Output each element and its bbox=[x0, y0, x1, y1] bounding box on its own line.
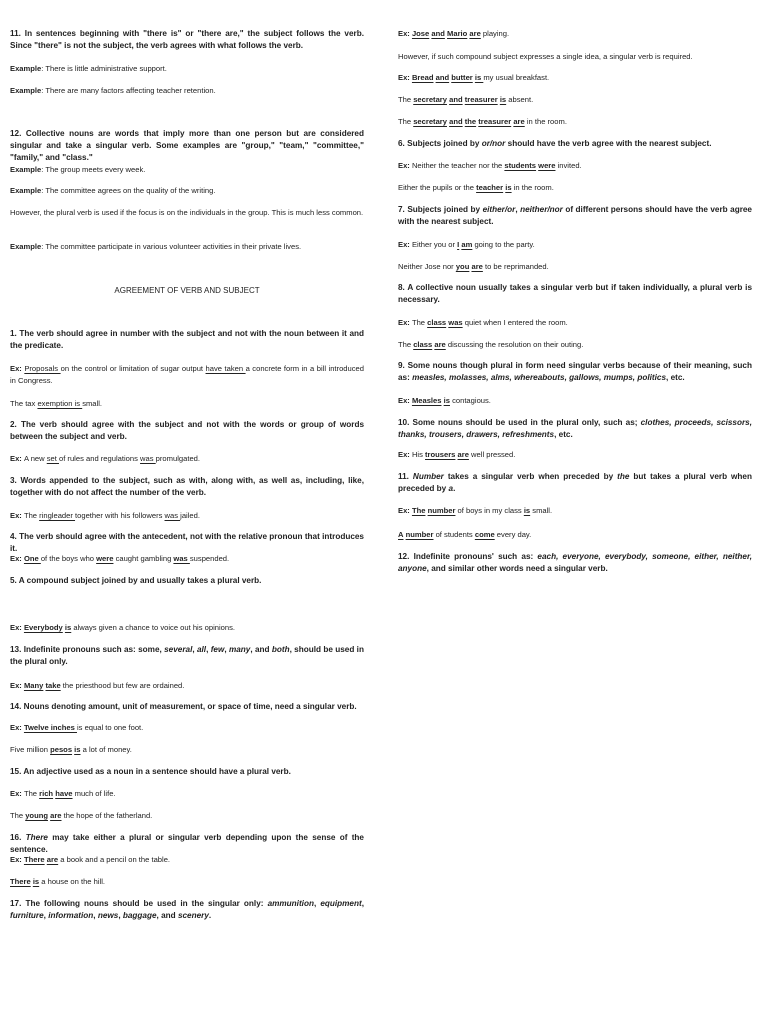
text-run: a concrete form in a bill introduced in Congress. bbox=[10, 364, 364, 385]
text-run: Ex: bbox=[10, 855, 24, 864]
text-run: : There are many factors affecting teacher retention. bbox=[41, 86, 216, 95]
text-run: promulgated. bbox=[155, 454, 200, 463]
right-paragraph-5 bbox=[398, 138, 752, 150]
underlined-term: were bbox=[96, 554, 114, 563]
underlined-term: young bbox=[25, 811, 48, 820]
text-run: ammunition bbox=[267, 899, 314, 908]
underlined-term: is bbox=[64, 623, 72, 632]
text-run: The bbox=[398, 95, 414, 104]
text-run: , and bbox=[250, 645, 272, 654]
text-run: Ex: bbox=[398, 506, 412, 515]
text-run: in the room. bbox=[511, 183, 554, 192]
text-run: scenery bbox=[177, 911, 209, 920]
underlined-term: students bbox=[504, 161, 537, 170]
text-run: Ex: bbox=[398, 240, 412, 249]
text-run: Ex: bbox=[398, 73, 412, 82]
underlined-term: are bbox=[50, 811, 62, 820]
left-paragraph-22 bbox=[10, 701, 364, 713]
underlined-term: Measles bbox=[411, 396, 442, 405]
text-run: Ex: bbox=[10, 554, 24, 563]
text-run: of students bbox=[433, 530, 475, 539]
underlined-term: is bbox=[443, 396, 450, 405]
text-run: caught gambling bbox=[113, 554, 174, 563]
text-run: 4. The verb should agree with the antecedent, not with the relative pronoun that introduces it. bbox=[10, 532, 364, 553]
text-run: equipment bbox=[320, 899, 362, 908]
text-run: 5. A compound subject joined by and usually takes a plural verb. bbox=[10, 576, 262, 585]
text-run: news bbox=[97, 911, 119, 920]
right-paragraph-11 bbox=[398, 282, 752, 306]
left-paragraph-23 bbox=[10, 722, 364, 734]
text-run: : The group meets every week. bbox=[41, 165, 146, 174]
text-run: always given a chance to voice out his opinions. bbox=[71, 623, 236, 632]
underlined-term: number bbox=[405, 530, 434, 539]
underlined-term: class bbox=[413, 340, 433, 349]
underlined-term: Bread bbox=[411, 73, 434, 82]
text-run: , bbox=[118, 911, 123, 920]
underlined-term: was bbox=[173, 554, 190, 563]
text-run: quiet when I entered the room. bbox=[462, 318, 568, 327]
left-paragraph-13 bbox=[10, 453, 364, 465]
underlined-term: was bbox=[140, 454, 156, 463]
text-run: Number bbox=[412, 472, 444, 481]
text-run: 1. The verb should agree in number with the subject and not with the noun between it and the predicate. bbox=[10, 329, 364, 350]
right-paragraph-4 bbox=[398, 116, 752, 128]
right-paragraph-13 bbox=[398, 339, 752, 351]
underlined-term: One bbox=[23, 554, 41, 563]
underlined-term: Jose bbox=[411, 29, 430, 38]
underlined-term: are bbox=[434, 340, 446, 349]
text-run: Example bbox=[10, 242, 42, 251]
text-run: Ex: bbox=[10, 789, 24, 798]
text-run: together with his followers bbox=[75, 511, 165, 520]
underlined-term: set bbox=[46, 454, 59, 463]
underlined-term: have bbox=[55, 789, 73, 798]
text-run: Example bbox=[10, 165, 42, 174]
text-run: going to the party. bbox=[472, 240, 535, 249]
text-run: Ex: bbox=[10, 681, 24, 690]
text-run: 15. An adjective used as a noun in a sentence should have a plural verb. bbox=[10, 767, 291, 776]
left-paragraph-11 bbox=[10, 398, 364, 410]
underlined-term: exemption is bbox=[37, 399, 83, 408]
text-run: the priesthood but few are ordained. bbox=[60, 681, 185, 690]
text-run: clothes, proceeds, scissors, thanks, trousers, drawers, refreshments bbox=[398, 418, 752, 439]
underlined-term: number bbox=[427, 506, 456, 515]
text-run: the hope of the fatherland. bbox=[61, 811, 153, 820]
underlined-term: were bbox=[538, 161, 556, 170]
text-run: small. bbox=[530, 506, 553, 515]
text-run: 6. Subjects joined by bbox=[398, 139, 482, 148]
left-paragraph-12 bbox=[10, 419, 364, 443]
text-run: 10. Some nouns should be used in the plural only, such as; bbox=[398, 418, 641, 427]
text-run: Neither Jose nor bbox=[398, 262, 456, 271]
text-run: The tax bbox=[10, 399, 38, 408]
text-run: , bbox=[192, 645, 197, 654]
underlined-term: am bbox=[461, 240, 473, 249]
text-run: 16. bbox=[10, 833, 26, 842]
underlined-term: rich bbox=[39, 789, 54, 798]
text-run: . bbox=[208, 911, 212, 920]
text-run: Ex: bbox=[398, 318, 412, 327]
underlined-term: and bbox=[431, 29, 445, 38]
text-run: Ex: bbox=[10, 364, 25, 373]
text-run: each, everyone, everybody, someone, either, neither, anyone bbox=[398, 552, 752, 573]
text-run: 9. Some nouns though plural in form need singular verbs because of their meaning, such as: bbox=[398, 361, 752, 382]
underlined-term: butter bbox=[451, 73, 473, 82]
text-run: every day. bbox=[494, 530, 532, 539]
underlined-term: is bbox=[505, 183, 512, 192]
left-paragraph-28 bbox=[10, 832, 364, 856]
left-paragraph-10 bbox=[10, 363, 364, 387]
text-run: The bbox=[10, 811, 26, 820]
underlined-term: Mario bbox=[447, 29, 468, 38]
left-paragraph-4 bbox=[10, 164, 364, 176]
underlined-term: ringleader bbox=[39, 511, 76, 520]
underlined-term: secretary bbox=[413, 95, 447, 104]
right-paragraph-17 bbox=[398, 449, 752, 461]
text-run: 11. bbox=[398, 472, 413, 481]
left-paragraph-3 bbox=[10, 128, 364, 164]
text-run: 17. The following nouns should be used in the singular only: bbox=[10, 899, 268, 908]
text-run: much of life. bbox=[72, 789, 116, 798]
left-paragraph-5 bbox=[10, 185, 364, 197]
right-paragraph-12 bbox=[398, 317, 752, 329]
right-paragraph-9 bbox=[398, 239, 752, 251]
text-run: is equal to one foot. bbox=[76, 723, 144, 732]
text-run: , bbox=[43, 911, 49, 920]
left-paragraph-7 bbox=[10, 241, 364, 253]
text-run: several bbox=[164, 645, 193, 654]
text-run: , bbox=[313, 899, 321, 908]
left-paragraph-1 bbox=[10, 63, 364, 75]
text-run: in the room. bbox=[524, 117, 567, 126]
left-paragraph-26 bbox=[10, 788, 364, 800]
text-run: many bbox=[228, 645, 251, 654]
text-run: , bbox=[361, 899, 364, 908]
text-run: suspended. bbox=[189, 554, 230, 563]
underlined-term: secretary bbox=[413, 117, 447, 126]
text-run: invited. bbox=[555, 161, 582, 170]
text-run: should have the verb agree with the nearest subject. bbox=[505, 139, 712, 148]
underlined-term: have taken bbox=[205, 364, 246, 373]
underlined-term: treasurer bbox=[464, 95, 498, 104]
text-run: The bbox=[411, 318, 428, 327]
text-run: . bbox=[453, 484, 456, 493]
underlined-term: The bbox=[411, 506, 426, 515]
underlined-term: is bbox=[74, 745, 81, 754]
text-run: a house on the hill. bbox=[39, 877, 106, 886]
text-run: a lot of money. bbox=[80, 745, 132, 754]
right-paragraph-16 bbox=[398, 417, 752, 441]
text-run: 13. Indefinite pronouns such as: some, bbox=[10, 645, 165, 654]
text-run: contagious. bbox=[449, 396, 491, 405]
underlined-term: come bbox=[474, 530, 495, 539]
text-run: The bbox=[398, 117, 414, 126]
text-run: my usual breakfast. bbox=[483, 73, 550, 82]
text-run: However, the plural verb is used if the focus is on the individuals in the group. This is much less common. bbox=[10, 208, 364, 217]
underlined-term: was bbox=[448, 318, 463, 327]
underlined-term: class bbox=[427, 318, 447, 327]
text-run: or/nor bbox=[481, 139, 506, 148]
text-run: , and bbox=[156, 911, 178, 920]
left-paragraph-16 bbox=[10, 531, 364, 555]
left-paragraph-14 bbox=[10, 475, 364, 499]
left-paragraph-2 bbox=[10, 85, 364, 97]
text-run: Ex: bbox=[10, 623, 24, 632]
underlined-term: is bbox=[32, 877, 40, 886]
text-run: small. bbox=[82, 399, 103, 408]
text-run: 11. In sentences beginning with "there is" or "there are," the subject follows the verb. Since "there" is not the subject, the verb agrees with what follows the verb. bbox=[10, 29, 364, 50]
underlined-term: and bbox=[449, 117, 463, 126]
text-run: few bbox=[210, 645, 225, 654]
right-paragraph-3 bbox=[398, 94, 752, 106]
underlined-term: I bbox=[457, 240, 460, 249]
underlined-term: is bbox=[474, 73, 484, 82]
underlined-term: There bbox=[10, 877, 31, 886]
text-run: 7. Subjects joined by bbox=[398, 205, 483, 214]
underlined-term: you bbox=[455, 262, 470, 271]
right-paragraph-0 bbox=[398, 28, 752, 40]
left-paragraph-25 bbox=[10, 766, 364, 778]
left-paragraph-9 bbox=[10, 328, 364, 352]
left-paragraph-19 bbox=[10, 622, 364, 634]
text-run: Ex: bbox=[398, 29, 412, 38]
text-run: Example bbox=[10, 64, 42, 73]
text-run: The bbox=[398, 340, 414, 349]
text-run: both bbox=[271, 645, 290, 654]
left-paragraph-0 bbox=[10, 28, 364, 52]
text-run: AGREEMENT OF VERB AND SUBJECT bbox=[114, 286, 260, 295]
underlined-term: and bbox=[435, 73, 450, 82]
text-run: 14. Nouns denoting amount, unit of measurement, or space of time, need a singular verb. bbox=[10, 702, 357, 711]
text-run: 3. Words appended to the subject, such as with, along with, as well as, including, like, together with do not affect the number of the verb. bbox=[10, 476, 364, 497]
left-paragraph-8 bbox=[10, 285, 364, 297]
text-run: , bbox=[224, 645, 229, 654]
text-run: Ex: bbox=[398, 450, 412, 459]
text-run: His bbox=[411, 450, 426, 459]
text-run: furniture bbox=[10, 911, 44, 920]
underlined-term: pesos bbox=[50, 745, 73, 754]
text-run: However, if such compound subject expresses a single idea, a singular verb is required. bbox=[398, 52, 693, 61]
text-run: , should be used in the plural only. bbox=[10, 645, 364, 666]
text-run: , and similar other words need a singular verb. bbox=[426, 564, 608, 573]
text-run: : The committee agrees on the quality of the writing. bbox=[41, 186, 216, 195]
underlined-term: are bbox=[471, 262, 483, 271]
right-paragraph-21 bbox=[398, 551, 752, 575]
underlined-term: and bbox=[449, 95, 463, 104]
underlined-term: Proposals bbox=[24, 364, 61, 373]
underlined-term: are bbox=[469, 29, 481, 38]
right-paragraph-7 bbox=[398, 182, 752, 194]
right-paragraph-19 bbox=[398, 505, 752, 517]
text-run: on the control or limitation of sugar output bbox=[60, 364, 206, 373]
left-paragraph-31 bbox=[10, 898, 364, 922]
underlined-term: Twelve inches bbox=[23, 723, 77, 732]
left-paragraph-29 bbox=[10, 854, 364, 866]
left-paragraph-18 bbox=[10, 575, 364, 587]
underlined-term: teacher bbox=[476, 183, 504, 192]
text-run: Ex: bbox=[10, 511, 24, 520]
underlined-term: the bbox=[464, 117, 477, 126]
text-run: The bbox=[23, 789, 40, 798]
left-paragraph-24 bbox=[10, 744, 364, 756]
text-run: a book and a pencil on the table. bbox=[58, 855, 171, 864]
right-paragraph-8 bbox=[398, 204, 752, 228]
text-run: Ex: bbox=[398, 396, 412, 405]
text-run: Ex: bbox=[398, 161, 412, 170]
underlined-term: are bbox=[457, 450, 469, 459]
text-run: all bbox=[196, 645, 207, 654]
text-run: 8. A collective noun usually takes a singular verb but if taken individually, a plural verb is necessary. bbox=[398, 283, 752, 304]
text-run: : The committee participate in various volunteer activities in their private lives. bbox=[41, 242, 302, 251]
text-run: may take either a plural or singular verb depending upon the sense of the sentence. bbox=[10, 833, 364, 854]
text-run: of different persons should have the verb agree with the nearest subject. bbox=[398, 205, 752, 226]
underlined-term: Many bbox=[23, 681, 44, 690]
text-run: of rules and regulations bbox=[58, 454, 141, 463]
text-run: takes a singular verb when preceded by bbox=[443, 472, 618, 481]
text-run: 12. Indefinite pronouns' such as: bbox=[398, 552, 538, 561]
left-paragraph-20 bbox=[10, 644, 364, 668]
left-paragraph-17 bbox=[10, 553, 364, 565]
left-paragraph-15 bbox=[10, 510, 364, 522]
text-run: playing. bbox=[480, 29, 510, 38]
text-run: well pressed. bbox=[468, 450, 516, 459]
underlined-term: are bbox=[46, 855, 59, 864]
text-run: , etc. bbox=[554, 430, 573, 439]
underlined-term: take bbox=[45, 681, 61, 690]
text-run: , etc. bbox=[666, 373, 685, 382]
text-run: Ex: bbox=[10, 723, 24, 732]
text-run: There bbox=[25, 833, 48, 842]
underlined-term: was bbox=[164, 511, 181, 520]
underlined-term: Everybody bbox=[23, 623, 63, 632]
right-paragraph-10 bbox=[398, 261, 752, 273]
text-run: , bbox=[206, 645, 211, 654]
text-run: jailed. bbox=[180, 511, 200, 520]
underlined-term: are bbox=[513, 117, 525, 126]
underlined-term: trousers bbox=[425, 450, 456, 459]
right-paragraph-14 bbox=[398, 360, 752, 384]
text-run: : There is little administrative support. bbox=[41, 64, 167, 73]
text-run: 2. The verb should agree with the subject and not with the words or group of words between the subject and verb. bbox=[10, 420, 364, 441]
text-run: Neither the teacher nor the bbox=[411, 161, 505, 170]
left-paragraph-27 bbox=[10, 810, 364, 822]
right-paragraph-2 bbox=[398, 72, 752, 84]
right-paragraph-1 bbox=[398, 51, 752, 63]
right-paragraph-20 bbox=[398, 529, 752, 541]
text-run: a bbox=[448, 484, 454, 493]
text-run: of boys in my class bbox=[455, 506, 524, 515]
right-paragraph-18 bbox=[398, 471, 752, 495]
underlined-term: There bbox=[23, 855, 45, 864]
text-run: Example bbox=[10, 186, 42, 195]
text-run: neither/nor bbox=[520, 205, 563, 214]
text-run: , bbox=[93, 911, 98, 920]
underlined-term: treasurer bbox=[478, 117, 512, 126]
text-run: 12. Collective nouns are words that imply more than one person but are considered singular and take a singular verb. Some examples are "group," "team," "committee," "family," and "class." bbox=[10, 129, 364, 162]
text-run: but takes a plural verb when preceded by bbox=[398, 472, 752, 493]
underlined-term: is bbox=[499, 95, 507, 104]
left-paragraph-30 bbox=[10, 876, 364, 888]
left-paragraph-21 bbox=[10, 680, 364, 692]
underlined-term: A bbox=[398, 530, 404, 539]
text-run: Either you or bbox=[411, 240, 458, 249]
text-run: Example bbox=[10, 86, 42, 95]
text-run: of the boys who bbox=[40, 554, 97, 563]
text-run: Either the pupils or the bbox=[398, 183, 477, 192]
text-run: discussing the resolution on their outing. bbox=[445, 340, 584, 349]
text-run: the bbox=[617, 472, 630, 481]
text-run: absent. bbox=[506, 95, 534, 104]
left-paragraph-6 bbox=[10, 207, 364, 219]
text-run: A new bbox=[23, 454, 47, 463]
text-run: to be reprimanded. bbox=[482, 262, 549, 271]
underlined-term: is bbox=[523, 506, 531, 515]
right-paragraph-15 bbox=[398, 395, 752, 407]
text-run: baggage bbox=[122, 911, 157, 920]
text-run: information bbox=[48, 911, 94, 920]
right-paragraph-6 bbox=[398, 160, 752, 172]
text-run: The bbox=[23, 511, 40, 520]
text-run: Five million bbox=[10, 745, 51, 754]
text-run: , bbox=[515, 205, 521, 214]
text-run: either/or bbox=[482, 205, 516, 214]
text-run: Ex: bbox=[10, 454, 24, 463]
text-run: measles, molasses, alms, whereabouts, gallows, mumps, politics bbox=[412, 373, 667, 382]
